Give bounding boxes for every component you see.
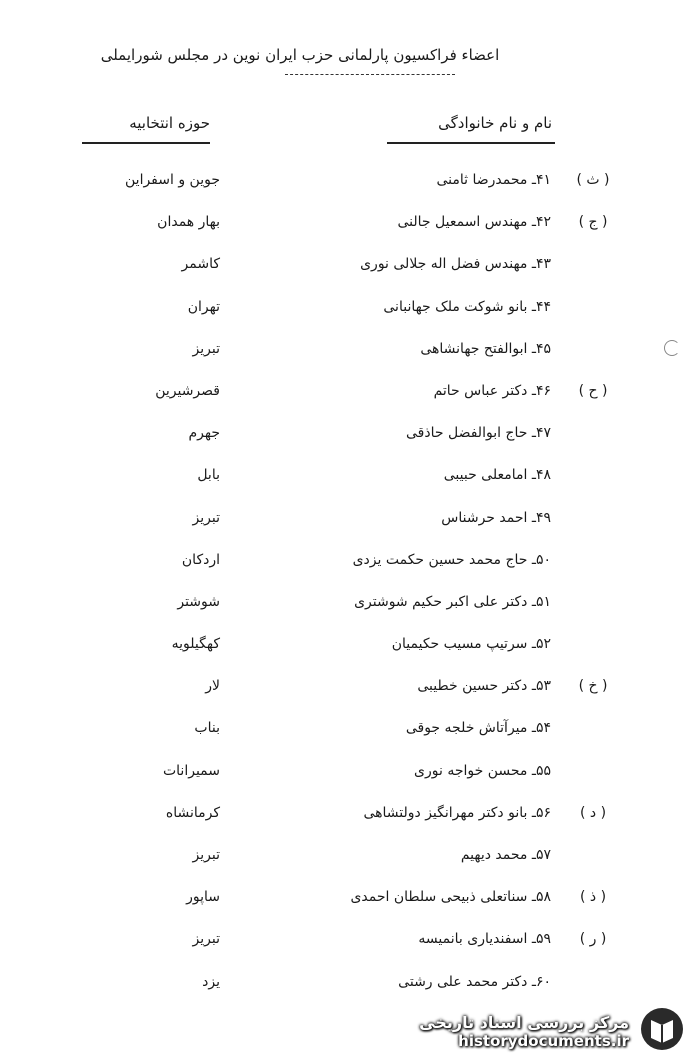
- member-row: [0, 246, 699, 288]
- member-district: تبریز: [192, 931, 220, 948]
- alphabet-section-letter: ( ذ ): [579, 889, 607, 906]
- margin-mark: [664, 340, 680, 356]
- member-row: [0, 668, 699, 710]
- member-name: ۴۹ـ احمد حرشناس: [441, 509, 551, 526]
- member-district: جهرم: [188, 425, 220, 442]
- member-row: [0, 542, 699, 584]
- member-row: [0, 795, 699, 837]
- member-district: کاشمر: [181, 256, 220, 273]
- member-row: [0, 457, 699, 499]
- member-row: [0, 373, 699, 415]
- alphabet-section-letter: ( ج ): [578, 214, 608, 231]
- member-list: [0, 162, 699, 1006]
- member-name: ۴۴ـ بانو شوکت ملک جهانبانی: [383, 298, 551, 315]
- member-district: قصرشیرین: [155, 382, 220, 399]
- member-district: بابل: [197, 467, 220, 484]
- watermark-text: مرکز بررسی اسناد تاریخی: [419, 1013, 629, 1032]
- member-name: ۴۳ـ مهندس فضل اله جلالی نوری: [360, 256, 551, 273]
- member-row: [0, 837, 699, 879]
- member-name: ۵۲ـ سرتیپ مسیب حکیمیان: [391, 636, 551, 653]
- header-underline-name: [387, 142, 555, 144]
- member-name: ۵۸ـ سناتعلی ذبیحی سلطان احمدی: [350, 889, 551, 906]
- member-row: [0, 289, 699, 331]
- alphabet-section-letter: ( ر ): [579, 931, 607, 948]
- member-row: [0, 626, 699, 668]
- member-name: ۵۰ـ حاج محمد حسین حکمت یزدی: [352, 551, 551, 568]
- member-district: شوشتر: [177, 593, 220, 610]
- member-name: ۵۱ـ دکتر علی اکبر حکیم شوشتری: [354, 593, 551, 610]
- member-district: تبریز: [192, 847, 220, 863]
- member-district: سمیرانات: [162, 762, 220, 779]
- alphabet-section-letter: ( ح ): [578, 382, 608, 399]
- member-row: [0, 584, 699, 626]
- member-name: ۶۰ـ دکتر محمد علی رشتی: [398, 973, 551, 990]
- column-header-name: نام و نام خانوادگی: [438, 114, 552, 132]
- member-district: بناب: [194, 720, 220, 737]
- member-row: [0, 331, 699, 373]
- watermark: [419, 1013, 629, 1050]
- member-district: تبریز: [192, 509, 220, 526]
- member-district: کهگیلویه: [171, 636, 220, 653]
- member-district: تهران: [187, 298, 220, 315]
- member-name: ۴۶ـ دکتر عباس حاتم: [433, 382, 551, 399]
- member-district: کرمانشاه: [165, 804, 220, 821]
- member-row: [0, 415, 699, 457]
- member-name: ۴۱ـ محمدرضا ثامنی: [436, 172, 551, 188]
- member-row: [0, 964, 699, 1006]
- member-row: [0, 879, 699, 921]
- alphabet-section-letter: ( ث ): [576, 172, 610, 188]
- member-name: ۵۹ـ اسفندیاری بانمیسه: [418, 931, 551, 948]
- member-name: ۵۷ـ محمد دیهیم: [460, 847, 551, 863]
- member-name: ۴۷ـ حاج ابوالفضل حاذقی: [406, 425, 551, 442]
- member-district: اردکان: [181, 551, 220, 568]
- member-row: [0, 710, 699, 752]
- member-district: ساپور: [186, 889, 220, 906]
- member-name: ۵۵ـ محسن خواجه نوری: [414, 762, 551, 779]
- member-row: [0, 753, 699, 795]
- member-name: ۵۴ـ میرآتاش خلجه جوقی: [405, 720, 551, 737]
- archive-logo-icon: [639, 1006, 685, 1052]
- member-name: ۵۶ـ بانو دکتر مهرانگیز دولتشاهی: [363, 804, 551, 821]
- member-district: لار: [205, 678, 220, 695]
- header-underline-district: [82, 142, 210, 144]
- member-row: [0, 921, 699, 963]
- member-district: جوین و اسفراین: [125, 172, 220, 188]
- member-row: [0, 500, 699, 542]
- member-name: ۵۳ـ دکتر حسین خطیبی: [417, 678, 551, 695]
- member-district: یزد: [202, 973, 220, 990]
- member-name: ۴۲ـ مهندس اسمعیل جالنی: [397, 214, 551, 231]
- member-row: [0, 204, 699, 246]
- alphabet-section-letter: ( د ): [579, 804, 607, 821]
- page-title: اعضاء فراکسیون پارلمانی حزب ایران نوین در مجلس شورایملی: [100, 46, 500, 64]
- alphabet-section-letter: ( خ ): [578, 678, 608, 695]
- title-underline: [285, 74, 455, 76]
- member-district: بهار همدان: [157, 214, 220, 231]
- member-name: ۴۸ـ امامعلی حبیبی: [443, 467, 551, 484]
- member-name: ۴۵ـ ابوالفتح جهانشاهی: [420, 340, 551, 357]
- member-row: [0, 162, 699, 204]
- member-district: تبریز: [192, 340, 220, 357]
- column-header-district: حوزه انتخابیه: [129, 114, 210, 132]
- watermark-url: historydocuments.ir: [458, 1032, 629, 1050]
